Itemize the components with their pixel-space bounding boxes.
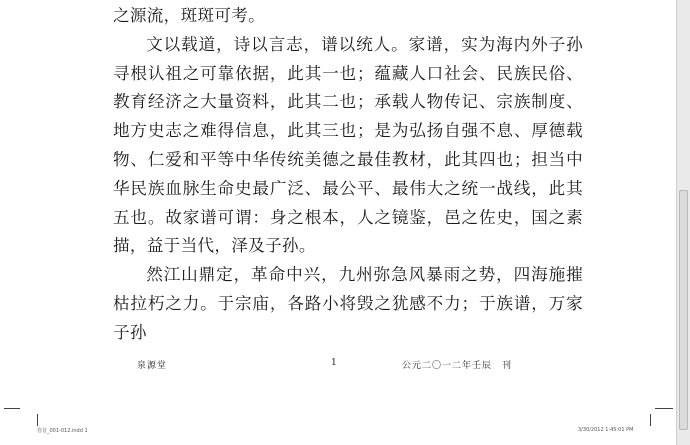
paragraph-2: 文以载道，诗以言志，谱以统人。家谱，实为海内外子孙寻根认祖之可靠依据，此其一也；蕴藏人口社会、民族民俗、教育经济之大量资料，此其二也；承载人物传记、宗族制度、地方史志之难得信息，此其三也；是为弘扬自强不息、厚德载物、仁爱和平等中华传统美德之最佳教材，此其四也；担当中华民族血脉生命史最广泛、最公平、最伟大之统一战线，此其五也。故家谱可谓：身之根本，人之镜鉴，邑之佐史，国之素描，益于当代，泽及子孙。 [113,34,583,256]
body-text [113,2,583,348]
footer-date: 公元二〇一二年壬辰 刊 [402,361,513,371]
crop-mark-left-horizontal [4,408,20,409]
vertical-scrollbar[interactable] [676,0,690,445]
paragraph-1: 之源流，斑斑可考。 [113,6,266,25]
crop-mark-left-vertical [37,414,38,426]
crop-mark-right-vertical [650,414,651,426]
paragraph-3: 然江山鼎定，革命中兴，九州弥急风暴雨之势，四海施摧枯拉朽之力。于宗庙，各路小将毁之犹感不力；于族谱，万家子孙 [113,265,583,342]
footer-publisher: 泉源堂 [137,361,168,371]
scrollbar-thumb[interactable] [679,190,688,430]
crop-mark-right-horizontal [655,408,673,409]
slug-timestamp: 3/30/2012 1:45:01 PM [578,427,634,433]
slug-filename: 卷首_001-012.indd 1 [37,428,88,434]
footer-page-number: 1 [331,358,338,368]
